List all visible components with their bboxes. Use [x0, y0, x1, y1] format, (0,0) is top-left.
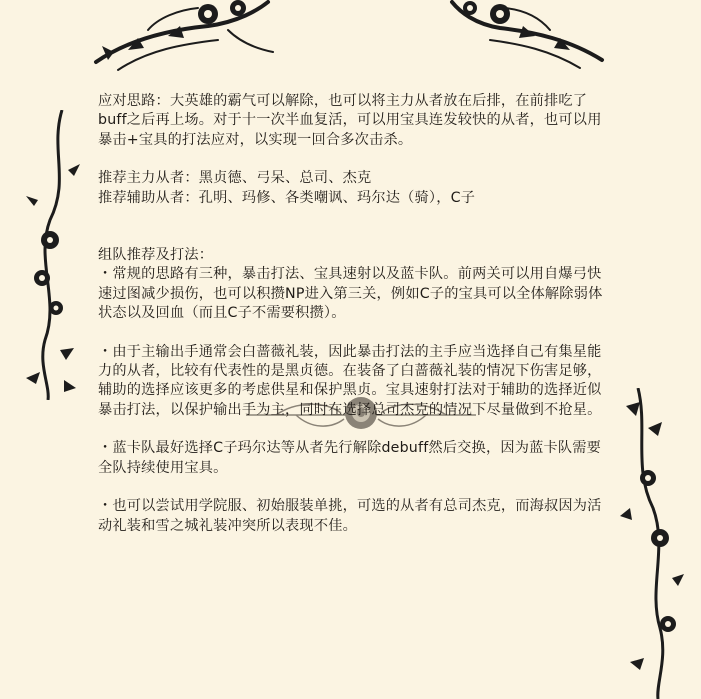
rose-vine-left-icon [20, 110, 80, 400]
bullet-paragraph: ・也可以尝试用学院服、初始服装单挑，可选的从者有总司杰克，而海叔因为活动礼装和雪之城礼装冲突所以表现不佳。 [98, 498, 602, 534]
article-body [98, 92, 610, 536]
rose-vine-right-icon [618, 388, 688, 699]
support-servants-line: 推荐辅助从者：孔明、玛修、各类嘲讽、玛尔达（骑），C子 [98, 189, 476, 206]
bullet-paragraph: ・常规的思路有三种，暴击打法、宝具速射以及蓝卡队。前两关可以用自爆弓快速过图减少损伤，也可以积攒NP进入第三关，例如C子的宝具可以全体解除弱体状态以及回血（而且C子不需要积攒）。 [98, 266, 603, 322]
rose-vine-top-left-icon [88, 0, 278, 75]
team-heading: 组队推荐及打法： [98, 247, 214, 264]
rose-vine-top-right-icon [440, 0, 610, 70]
bullet-paragraph: ・由于主输出手通常会白蔷薇礼装，因此暴击打法的主手应当选择自己有集星能力的从者，比较有代表性的是黑贞德。在装备了白蔷薇礼装的情况下伤害足够，辅助的选择应该更多的考虑供星和保护黑贞。宝具速射打法对于辅助的选择近似暴击打法，以保护输出手为主，同时在选择总司杰克的情况下尽量做到不抢星。 [98, 343, 602, 418]
main-servants-line: 推荐主力从者：黑贞德、弓呆、总司、杰克 [98, 170, 372, 187]
bullet-paragraph: ・蓝卡队最好选择C子玛尔达等从者先行解除debuff然后交换，因为蓝卡队需要全队持续使用宝具。 [98, 440, 602, 476]
strategy-paragraph: 应对思路：大英雄的霸气可以解除，也可以将主力从者放在后排，在前排吃了buff之后再上场。对于十一次半血复活，可以用宝具连发较快的从者，也可以用暴击+宝具的打法应对，以实现一回合多次击杀。 [98, 93, 602, 148]
